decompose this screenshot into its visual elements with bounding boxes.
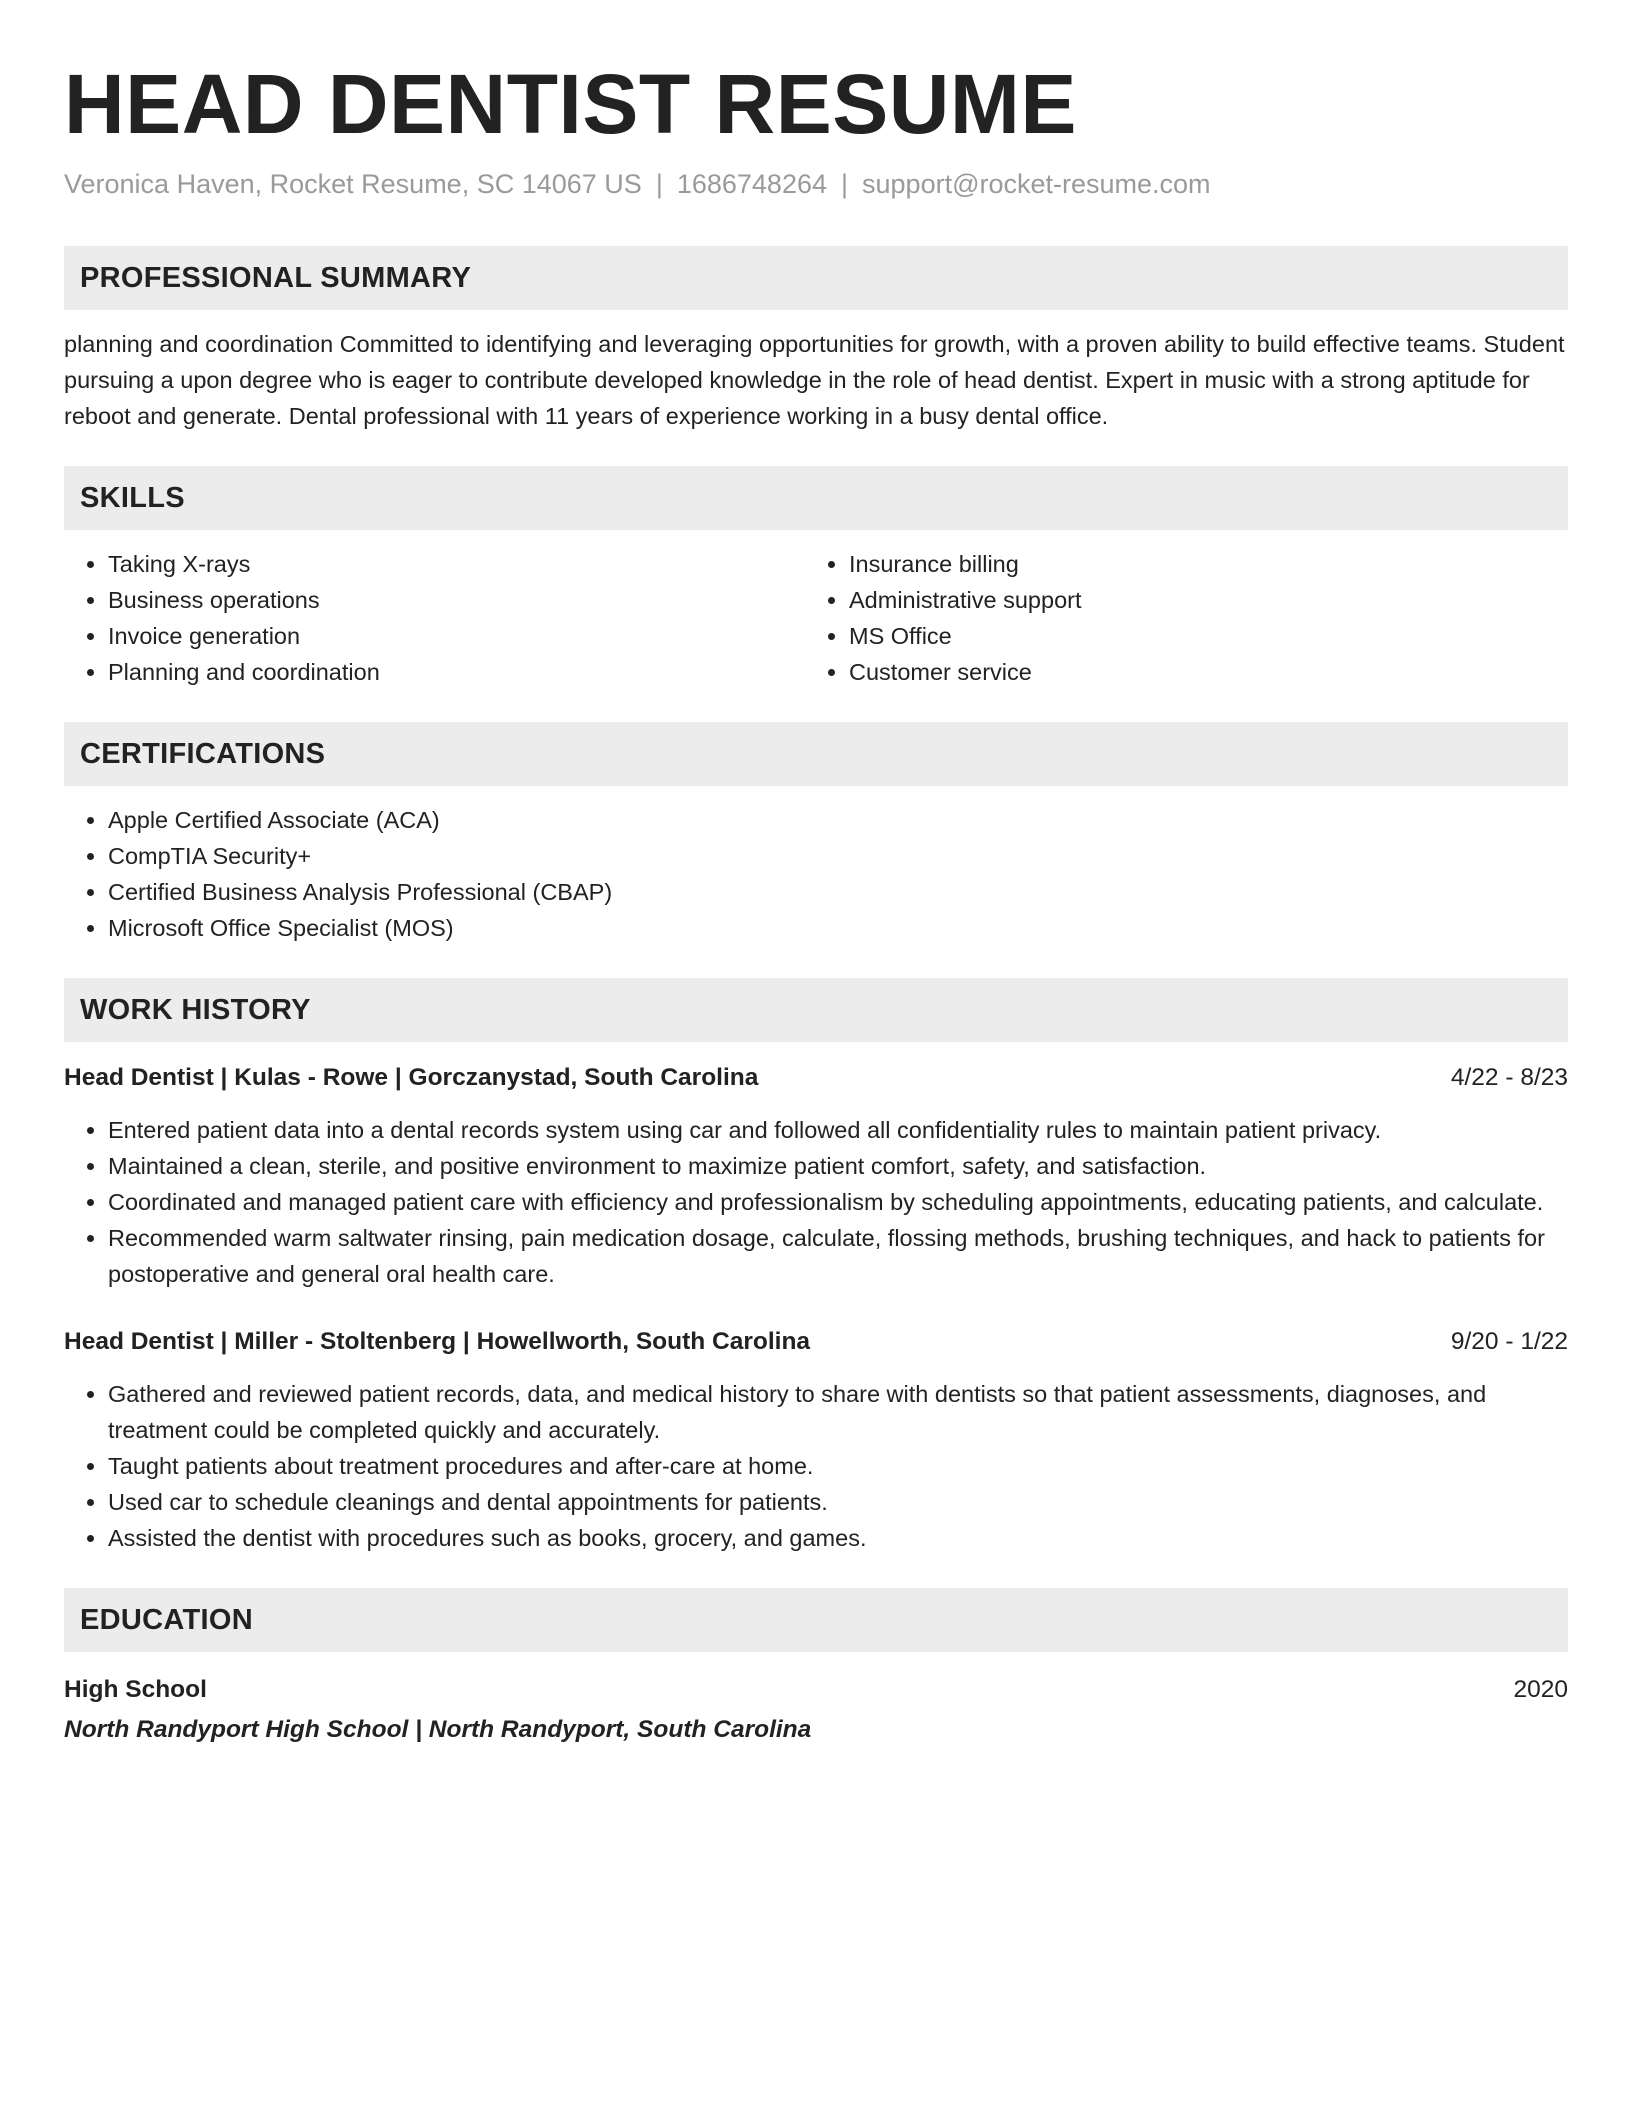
section-heading-certifications: CERTIFICATIONS	[64, 722, 1568, 786]
education-school: North Randyport High School | North Randyport, South Carolina	[64, 1716, 812, 1743]
skill-item: • MS Office	[849, 618, 1546, 654]
skill-item: • Business operations	[108, 582, 805, 618]
job-bullets	[64, 1112, 1568, 1292]
contact-phone: 1686748264	[676, 169, 827, 199]
skill-item: • Planning and coordination	[108, 654, 805, 690]
resume-title: HEAD DENTIST RESUME	[64, 57, 1077, 151]
section-heading-work-history: WORK HISTORY	[64, 978, 1568, 1042]
job-title: Head Dentist | Miller - Stoltenberg | Howellworth, South Carolina	[64, 1328, 811, 1355]
job-title: Head Dentist | Kulas - Rowe | Gorczanystad, South Carolina	[64, 1064, 759, 1091]
job-bullet: • Assisted the dentist with procedures such as books, grocery, and games.	[108, 1520, 1568, 1556]
contact-address: Veronica Haven, Rocket Resume, SC 14067 US	[64, 169, 642, 199]
section-heading-education: EDUCATION	[64, 1588, 1568, 1652]
job-bullets	[64, 1376, 1568, 1556]
section-heading-summary: PROFESSIONAL SUMMARY	[64, 246, 1568, 310]
job-bullet: • Recommended warm saltwater rinsing, pain medication dosage, calculate, flossing methods, brushing techniques, and hack to patients for postoperative and general oral health care.	[108, 1220, 1568, 1292]
skills-list-right	[805, 546, 1546, 690]
certification-item: • CompTIA Security+	[108, 838, 1568, 874]
job-bullet: • Coordinated and managed patient care with efficiency and professionalism by scheduling appointments, educating patients, and calculate.	[108, 1184, 1568, 1220]
contact-separator: |	[655, 169, 663, 199]
contact-separator: |	[841, 169, 849, 199]
certification-item: • Certified Business Analysis Professional (CBAP)	[108, 874, 1568, 910]
contact-email[interactable]: support@rocket-resume.com	[862, 169, 1211, 199]
job-bullet: • Used car to schedule cleanings and dental appointments for patients.	[108, 1484, 1568, 1520]
skill-item: • Administrative support	[849, 582, 1546, 618]
job-dates: 9/20 - 1/22	[1450, 1328, 1568, 1355]
job-bullet: • Entered patient data into a dental records system using car and followed all confidentiality rules to maintain patient privacy.	[108, 1112, 1568, 1148]
job-bullet: • Gathered and reviewed patient records, data, and medical history to share with dentists so that patient assessments, diagnoses, and treatment could be completed quickly and accurately.	[108, 1376, 1568, 1448]
education-degree: High School	[64, 1676, 207, 1703]
skills-grid	[64, 546, 1568, 690]
section-heading-skills: SKILLS	[64, 466, 1568, 530]
job-dates: 4/22 - 8/23	[1450, 1064, 1568, 1091]
skill-item: • Customer service	[849, 654, 1546, 690]
skills-list-left	[64, 546, 805, 690]
job-bullet: • Taught patients about treatment procedures and after-care at home.	[108, 1448, 1568, 1484]
education-year: 2020	[1513, 1676, 1568, 1703]
certification-item: • Microsoft Office Specialist (MOS)	[108, 910, 1568, 946]
job-bullet: • Maintained a clean, sterile, and positive environment to maximize patient comfort, safety, and satisfaction.	[108, 1148, 1568, 1184]
skill-item: • Taking X-rays	[108, 546, 805, 582]
summary-text: planning and coordination Committed to identifying and leveraging opportunities for growth, with a proven ability to build effective teams. Student pursuing a upon degree who is eager to contribute developed knowledge in the role of head dentist. Expert in music with a strong aptitude for reboot and generate. Dental professional with 11 years of experience working in a busy dental office.	[64, 331, 1565, 429]
certification-item: • Apple Certified Associate (ACA)	[108, 802, 1568, 838]
job-heading	[64, 1060, 1568, 1096]
skill-item: • Invoice generation	[108, 618, 805, 654]
skill-item: • Insurance billing	[849, 546, 1546, 582]
contact-line	[64, 166, 1568, 202]
certifications-list	[64, 802, 1568, 946]
job-heading	[64, 1324, 1568, 1360]
education-heading	[64, 1672, 1568, 1708]
